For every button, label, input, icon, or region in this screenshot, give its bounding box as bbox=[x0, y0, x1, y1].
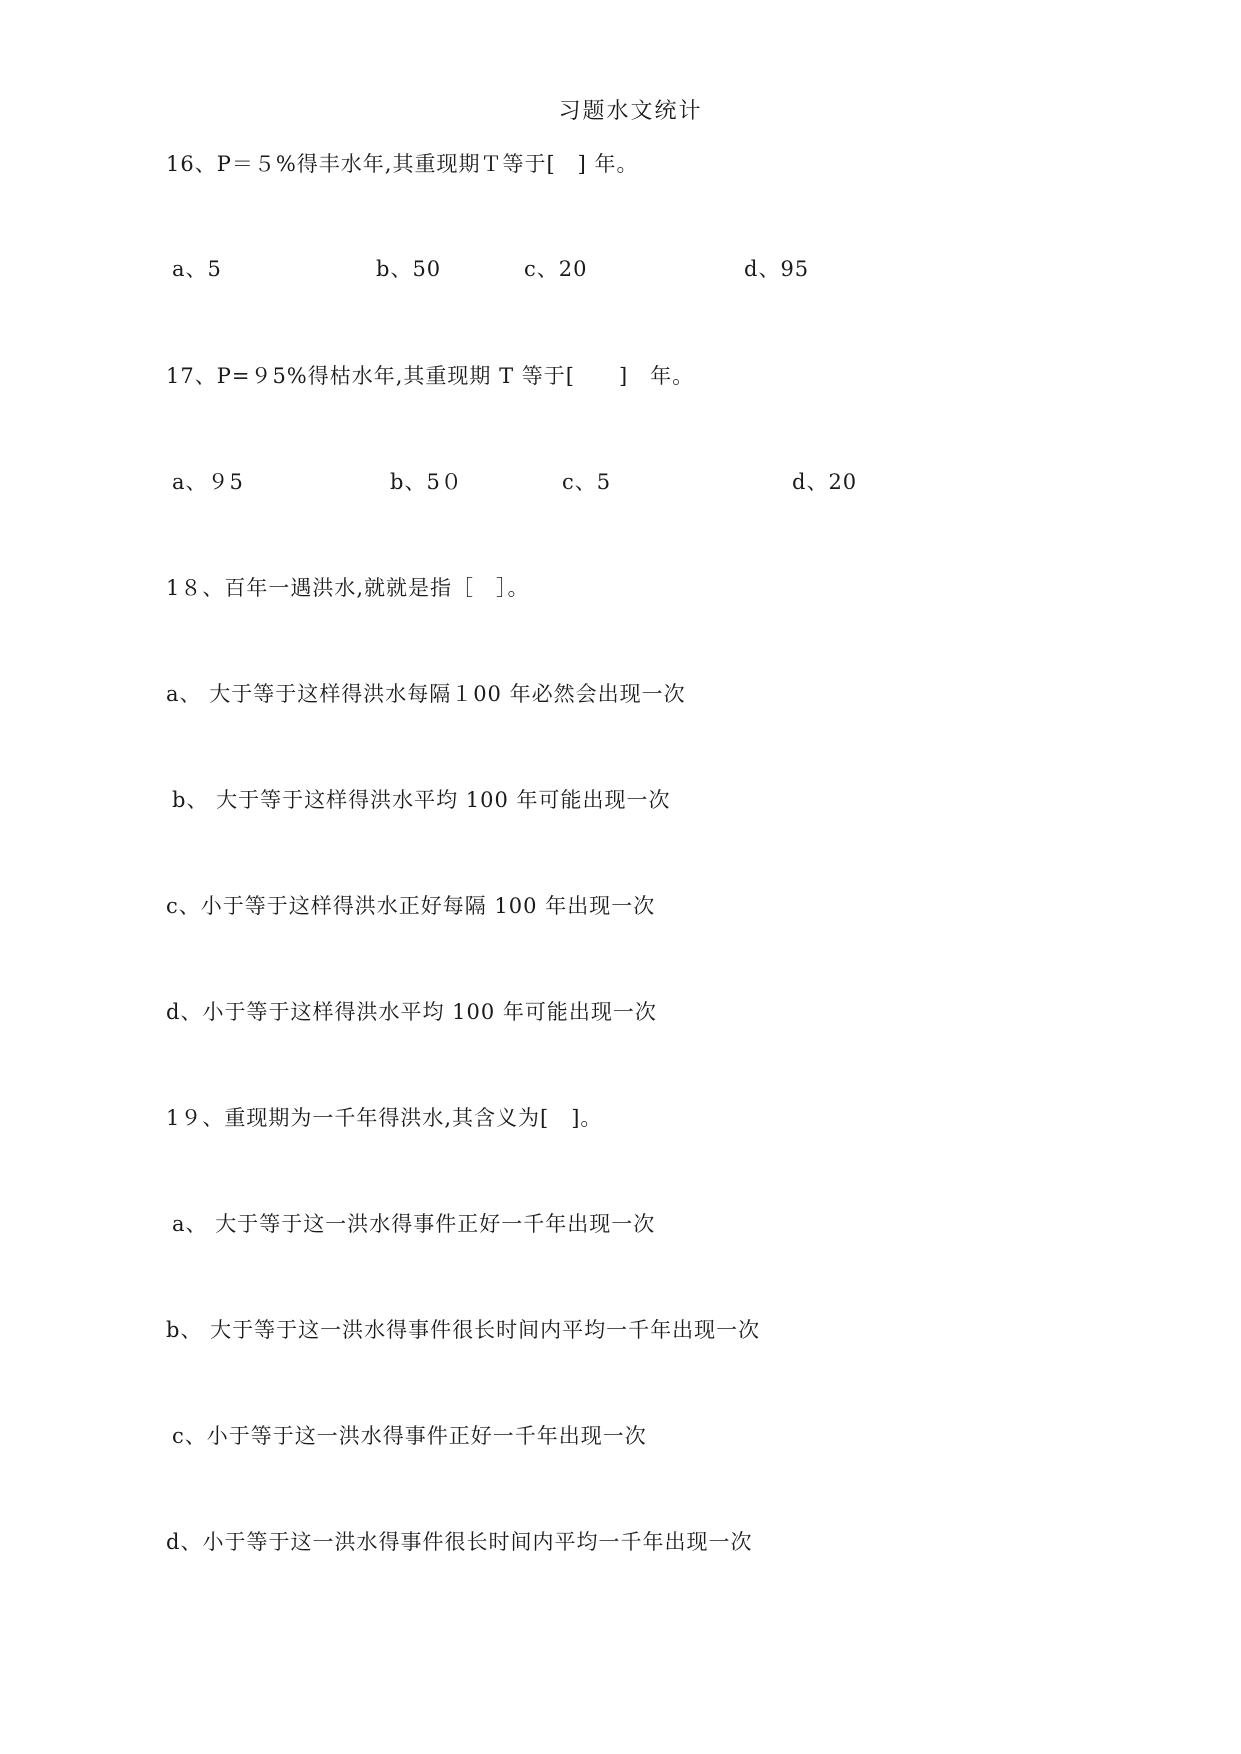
question-17-option-b: b、5０ bbox=[390, 470, 463, 494]
question-18-option-b: b、 大于等于这样得洪水平均 100 年可能出现一次 bbox=[172, 788, 671, 812]
question-19-option-c: c、小于等于这一洪水得事件正好一千年出现一次 bbox=[172, 1424, 647, 1448]
page-title: 习题水文统计 bbox=[558, 99, 703, 124]
question-17-option-a: a、９5 bbox=[172, 470, 244, 494]
question-19-option-b: b、 大于等于这一洪水得事件很长时间内平均一千年出现一次 bbox=[166, 1318, 761, 1342]
question-18-option-c: c、小于等于这样得洪水正好每隔 100 年出现一次 bbox=[166, 894, 656, 918]
question-17-options bbox=[0, 466, 1241, 496]
question-17-option-c: c、5 bbox=[562, 470, 612, 494]
question-18-option-d: d、小于等于这样得洪水平均 100 年可能出现一次 bbox=[166, 1000, 657, 1024]
question-16-stem: 16、P＝５%得丰水年,其重现期Ｔ等于[ ] 年。 bbox=[166, 152, 639, 176]
question-16-option-a: a、5 bbox=[172, 257, 222, 281]
question-18-stem: 1８、百年一遇洪水,就就是指［ ］。 bbox=[166, 576, 530, 600]
question-16-option-b: b、50 bbox=[376, 257, 442, 281]
question-19-option-a: a、 大于等于这一洪水得事件正好一千年出现一次 bbox=[172, 1212, 656, 1236]
question-19-stem: 1９、重现期为一千年得洪水,其含义为[ ]。 bbox=[166, 1106, 603, 1130]
question-17-option-d: d、20 bbox=[792, 470, 858, 494]
question-16-option-c: c、20 bbox=[524, 257, 588, 281]
question-17-stem: 17、P=９5%得枯水年,其重现期 T 等于[ ] 年。 bbox=[166, 364, 695, 388]
question-19-option-d: d、小于等于这一洪水得事件很长时间内平均一千年出现一次 bbox=[166, 1530, 753, 1554]
question-18-option-a: a、 大于等于这样得洪水每隔１00 年必然会出现一次 bbox=[166, 682, 686, 706]
question-16-options bbox=[0, 253, 1241, 283]
question-16-option-d: d、95 bbox=[744, 257, 810, 281]
